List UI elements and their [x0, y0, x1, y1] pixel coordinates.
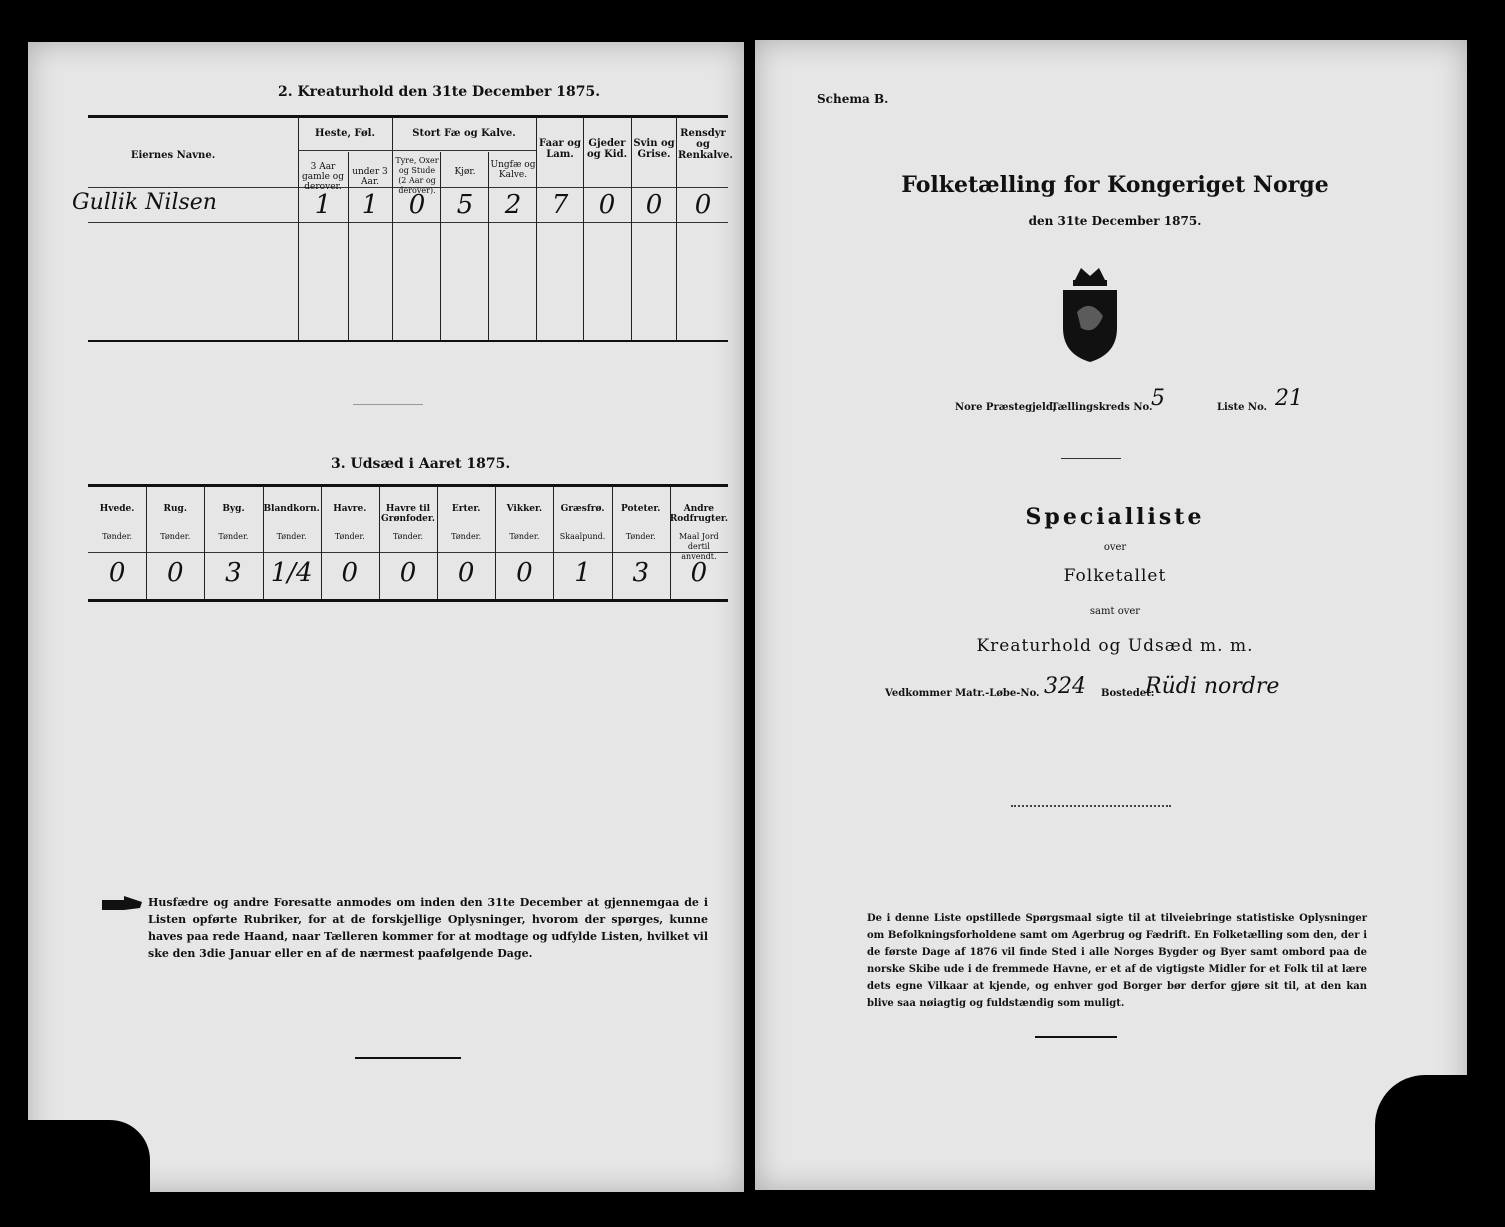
young-cattle-header: Ungfæ og Kalve.: [490, 160, 536, 180]
reindeer-value: 0: [694, 190, 712, 220]
col-divider: [676, 117, 677, 340]
coat-of-arms-icon: [1055, 262, 1125, 366]
col-divider: [488, 152, 489, 340]
liste-value: 21: [1275, 386, 1303, 411]
section-separator: [353, 404, 423, 405]
col-divider: [440, 152, 441, 340]
folketallet-label: Folketallet: [1063, 566, 1167, 586]
schema-label: Schema B.: [817, 92, 889, 106]
seed-header: Hvede.: [99, 504, 135, 514]
seed-unit: Tønder.: [334, 532, 365, 541]
seed-value: 0: [341, 558, 359, 588]
seed-header: Rug.: [163, 504, 187, 514]
table2-bottom-rule: [88, 340, 728, 342]
footer-rule: [1035, 1036, 1117, 1038]
goats-header: Gjeder og Kid.: [586, 138, 628, 160]
seed-value: 1/4: [270, 558, 313, 588]
horses-young-header: under 3 Aar.: [352, 167, 388, 187]
section2-title: 2. Kreaturhold den 31te December 1875.: [278, 84, 601, 100]
seed-header: Havre.: [333, 504, 367, 514]
young-cattle-value: 2: [504, 190, 522, 220]
right-page: [755, 40, 1467, 1190]
pigs-value: 0: [645, 190, 663, 220]
table2-top-rule: [88, 115, 728, 118]
tellingskreds-label: Tællingskreds No.: [1051, 402, 1153, 413]
seed-header: Havre til Grønfoder.: [381, 504, 435, 524]
subheader-rule: [298, 150, 392, 151]
table3-bottom-rule: [88, 599, 728, 602]
bottom-rule: [355, 1057, 461, 1059]
over-label-1: over: [1103, 542, 1127, 553]
footer-text: De i denne Liste opstillede Spørgsmaal sigte til at tilveiebringe statistiske Oplysninger om Befolkningsforholdene samt om Agerbrug og Fædrift. En Folketælling som den, der i de første Dage af 1876 vil finde Sted i alle Norges Bygder og Byer samt ombord paa de norske Skibe ude i de fremmede Havne, er et af de vigtigste Midler for et Folk til at lære dets egne Vilkaar at kjende, og enhver god Borger bør derfor gjøre sit til, at den kan blive saa nøiagtig og fuldstændig som muligt.: [867, 913, 1367, 1009]
owner-name: Gullik Nilsen: [72, 190, 217, 215]
seed-header: Byg.: [222, 504, 245, 514]
horses-adult-header: 3 Aar gamle og derover.: [302, 162, 344, 192]
seed-value: 0: [108, 558, 126, 588]
separator-dotted: [1011, 805, 1171, 807]
samt-over-label: samt over: [1089, 606, 1141, 617]
seed-unit: Skaalpund.: [559, 532, 606, 541]
bulls-header: Tyre, Oxer og Stude (2 Aar og derover).: [395, 156, 439, 195]
seed-unit: Tønder.: [392, 532, 423, 541]
liste-label: Liste No.: [1217, 402, 1268, 413]
seed-value: 3: [632, 558, 649, 588]
seed-value: 0: [516, 558, 533, 588]
col-divider: [536, 117, 537, 340]
table3-header-rule: [88, 552, 728, 553]
horses-young-value: 1: [361, 190, 379, 220]
cows-value: 5: [456, 190, 474, 220]
seed-unit: Tønder.: [451, 532, 482, 541]
seed-header: Græsfrø.: [560, 504, 605, 514]
horses-header: Heste, Føl.: [315, 128, 375, 139]
matr-value: 324: [1044, 674, 1086, 699]
main-title: Folketælling for Kongeriget Norge: [901, 172, 1329, 198]
seed-unit: Tønder.: [102, 532, 133, 541]
left-page: [28, 42, 744, 1192]
prestegjeld-label: Nore Præstegjeld,: [955, 402, 1057, 413]
bostedet-label: Bostedet:: [1101, 688, 1155, 699]
section3-title: 3. Udsæd i Aaret 1875.: [331, 456, 511, 472]
seed-value: 1: [574, 558, 591, 588]
col-divider: [583, 117, 584, 340]
seed-unit: Tønder.: [276, 532, 307, 541]
seed-unit: Tønder.: [218, 532, 249, 541]
census-date: den 31te December 1875.: [1028, 214, 1202, 228]
owner-header: Eiernes Navne.: [130, 150, 216, 161]
horses-adult-value: 1: [314, 190, 332, 220]
seed-header: Andre Rodfrugter.: [669, 504, 728, 524]
seed-value: 0: [166, 558, 184, 588]
sheep-header: Faar og Lam.: [539, 138, 581, 160]
pointing-hand-icon: [100, 892, 144, 916]
seed-value: 0: [457, 558, 475, 588]
left-thumb: [0, 1120, 150, 1227]
seed-header: Blandkorn.: [263, 504, 320, 514]
tellingskreds-value: 5: [1151, 386, 1165, 411]
pigs-header: Svin og Grise.: [633, 138, 675, 160]
cows-header: Kjør.: [454, 167, 476, 177]
cattle-header: Stort Fæ og Kalve.: [412, 128, 516, 139]
table2-row-rule: [88, 222, 728, 223]
notice-text: Husfædre og andre Foresatte anmodes om inden den 31te December at gjennemgaa de i Listen opførte Rubriker, for at de forskjellige Oplysninger, hvorom der spørges, kunne haves paa rede Haand, naar Tælleren kommer for at modtage og udfylde Listen, hvilket vil ske den 3die Januar eller en af de nærmest paafølgende Dage.: [148, 896, 708, 960]
seed-unit: Tønder.: [509, 532, 540, 541]
col-divider: [348, 152, 349, 340]
separator-short: [1061, 458, 1121, 459]
seed-header: Vikker.: [506, 504, 543, 514]
goats-value: 0: [598, 190, 616, 220]
seed-value: 0: [690, 558, 708, 588]
right-thumb: [1375, 1075, 1505, 1227]
bulls-value: 0: [408, 190, 426, 220]
bostedet-value: Rüdi nordre: [1145, 674, 1280, 699]
seed-header: Poteter.: [621, 504, 661, 514]
matr-label: Vedkommer Matr.-Løbe-No.: [885, 688, 1040, 699]
subheader-rule: [392, 150, 536, 151]
specialliste-title: Specialliste: [1025, 504, 1205, 530]
seed-unit: Maal Jord dertil anvendt.: [678, 532, 719, 561]
seed-header: Erter.: [451, 504, 481, 514]
seed-value: 0: [399, 558, 417, 588]
sheep-value: 7: [551, 190, 569, 220]
seed-value: 3: [225, 558, 242, 588]
col-divider: [631, 117, 632, 340]
kreaturhold-label: Kreaturhold og Udsæd m. m.: [976, 636, 1254, 656]
seed-unit: Tønder.: [160, 532, 191, 541]
seed-unit: Tønder.: [625, 532, 656, 541]
table3-top-rule: [88, 484, 728, 487]
reindeer-header: Rensdyr og Renkalve.: [678, 128, 733, 161]
